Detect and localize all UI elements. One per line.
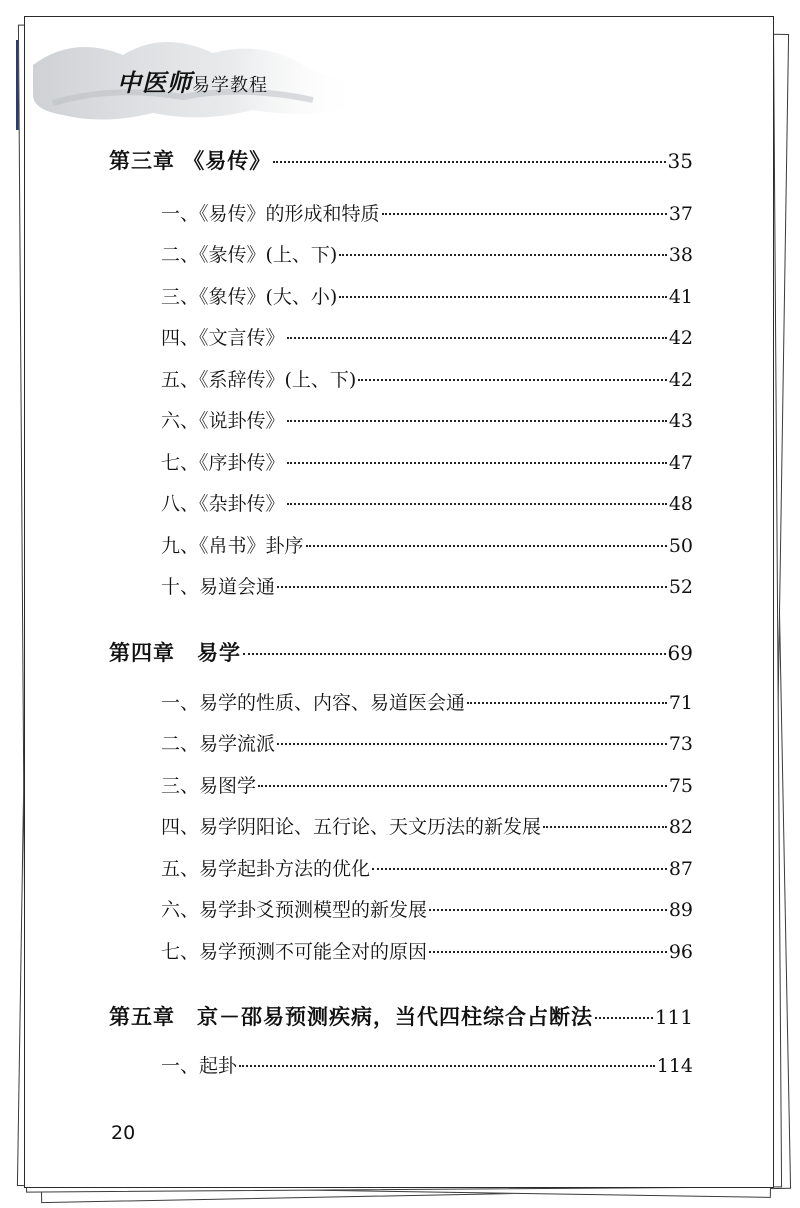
- toc-section[interactable]: [161, 729, 693, 756]
- toc-leader-dots: [358, 379, 666, 381]
- toc-page-number: 35: [667, 149, 693, 173]
- toc-leader-dots: [239, 1065, 655, 1067]
- toc-section[interactable]: [161, 323, 693, 350]
- toc-label: 第五章 京－邵易预测疾病，当代四柱综合占断法: [109, 1005, 593, 1029]
- toc-section[interactable]: [161, 489, 693, 516]
- toc-chapter[interactable]: [109, 637, 693, 667]
- toc-leader-dots: [243, 653, 666, 655]
- toc-page-number: 42: [668, 327, 693, 349]
- toc-label: 六、易学卦爻预测模型的新发展: [161, 899, 428, 921]
- toc-label: 三、易图学: [161, 775, 257, 797]
- toc-label: 第四章 易学: [109, 641, 241, 665]
- toc-label: 一、《易传》的形成和特质: [161, 203, 380, 225]
- toc-page-number: 42: [668, 369, 693, 391]
- toc-section[interactable]: [161, 282, 693, 309]
- toc-page-number: 48: [668, 493, 693, 515]
- toc-section[interactable]: [161, 1051, 693, 1078]
- book-page: [24, 16, 774, 1188]
- toc-leader-dots: [429, 951, 667, 953]
- toc-label: 五、易学起卦方法的优化: [161, 858, 371, 880]
- toc-page-number: 87: [668, 858, 693, 880]
- toc-label: 四、易学阴阳论、五行论、天文历法的新发展: [161, 816, 542, 838]
- page-number: 20: [111, 1122, 136, 1144]
- toc-label: 第三章 《易传》: [109, 149, 272, 173]
- toc-page-number: 47: [668, 452, 693, 474]
- toc-label: 七、易学预测不可能全对的原因: [161, 941, 428, 963]
- toc-leader-dots: [339, 254, 666, 256]
- toc-label: 六、《说卦传》: [161, 410, 285, 432]
- toc-page-number: 71: [668, 692, 693, 714]
- toc-leader-dots: [372, 868, 667, 870]
- toc-label: 九、《帛书》卦序: [161, 535, 304, 557]
- toc-label: 二、《彖传》(上、下): [161, 244, 338, 266]
- toc-section[interactable]: [161, 937, 693, 964]
- toc-page-number: 82: [668, 816, 693, 838]
- toc-label: 四、《文言传》: [161, 327, 285, 349]
- toc-page-number: 89: [668, 899, 693, 921]
- toc-label: 七、《序卦传》: [161, 452, 285, 474]
- toc-section[interactable]: [161, 572, 693, 599]
- toc-label: 十、易道会通: [161, 576, 276, 598]
- toc-page-number: 73: [668, 733, 693, 755]
- toc-section[interactable]: [161, 406, 693, 433]
- book-title: [117, 63, 268, 98]
- toc-leader-dots: [277, 586, 667, 588]
- toc-leader-dots: [287, 462, 667, 464]
- toc-section[interactable]: [161, 531, 693, 558]
- toc-section[interactable]: [161, 448, 693, 475]
- toc-label: 一、易学的性质、内容、易道医会通: [161, 692, 466, 714]
- toc-label: 一、起卦: [161, 1055, 238, 1077]
- toc-page-number: 43: [668, 410, 693, 432]
- toc-page-number: 75: [668, 775, 693, 797]
- toc-leader-dots: [287, 337, 667, 339]
- toc-page-number: 50: [668, 535, 693, 557]
- toc-leader-dots: [543, 826, 667, 828]
- toc-page-number: 37: [668, 203, 693, 225]
- toc-section[interactable]: [161, 771, 693, 798]
- toc-page-number: 38: [668, 244, 693, 266]
- toc-chapter[interactable]: [109, 1001, 693, 1031]
- toc-leader-dots: [467, 702, 667, 704]
- toc-leader-dots: [429, 909, 667, 911]
- toc-label: 二、易学流派: [161, 733, 276, 755]
- toc-leader-dots: [287, 503, 667, 505]
- toc-page-number: 52: [668, 576, 693, 598]
- toc-page-number: 41: [668, 286, 693, 308]
- toc-leader-dots: [258, 785, 667, 787]
- toc-section[interactable]: [161, 895, 693, 922]
- toc-leader-dots: [382, 213, 667, 215]
- toc-section[interactable]: [161, 854, 693, 881]
- toc-section[interactable]: [161, 812, 693, 839]
- book-title-sub: 易学教程: [192, 75, 268, 96]
- toc-leader-dots: [306, 545, 667, 547]
- toc-page-number: 114: [656, 1055, 693, 1077]
- toc-chapter[interactable]: [109, 145, 693, 175]
- toc-page-number: 96: [668, 941, 693, 963]
- book-title-main: 中医师: [117, 69, 192, 97]
- toc-label: 八、《杂卦传》: [161, 493, 285, 515]
- toc-page-number: 111: [654, 1005, 693, 1029]
- toc-leader-dots: [277, 743, 667, 745]
- toc-page-number: 69: [667, 641, 693, 665]
- toc-section[interactable]: [161, 199, 693, 226]
- toc-leader-dots: [287, 420, 667, 422]
- toc-section[interactable]: [161, 688, 693, 715]
- toc-leader-dots: [595, 1017, 653, 1019]
- toc-label: 三、《象传》(大、小): [161, 286, 338, 308]
- toc-leader-dots: [273, 161, 665, 163]
- toc-leader-dots: [339, 296, 666, 298]
- toc-label: 五、《系辞传》(上、下): [161, 369, 357, 391]
- toc-section[interactable]: [161, 240, 693, 267]
- toc-section[interactable]: [161, 365, 693, 392]
